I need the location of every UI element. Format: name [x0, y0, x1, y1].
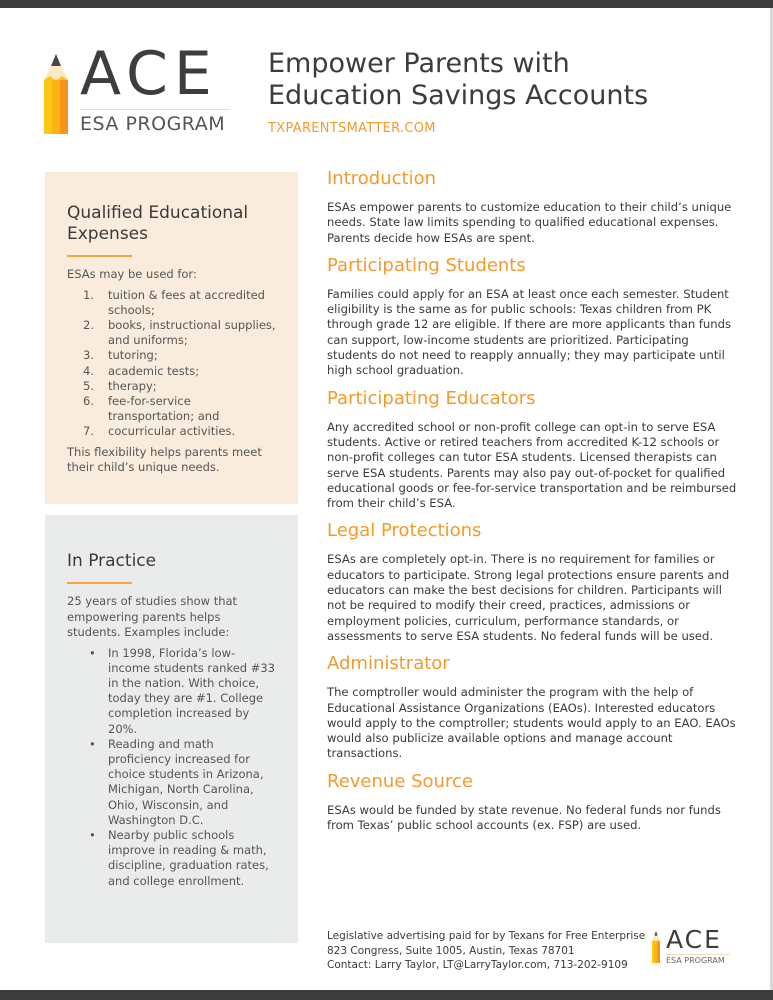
section-body: The comptroller would administer the program with the help of Educational Assistance Organizations (EAOs). Interested educators would apply to the comptroller; students would apply to an EAO. EAOs would also publicize available options and manage account transactions. [327, 685, 736, 761]
list-item: 1. tuition & fees at accredited schools; [83, 287, 265, 317]
section-revenue-source [327, 770, 737, 834]
footer-logo-subtitle: ESA PROGRAM [666, 956, 725, 965]
heading-underline [67, 582, 132, 584]
section-legal-protections [327, 519, 737, 644]
expenses-intro: ESAs may be used for: [67, 267, 197, 281]
footer-line-1: Legislative advertising paid for by Texans for Free Enterprise [327, 930, 646, 942]
footer-logo-divider [666, 954, 730, 955]
expenses-list [67, 288, 276, 440]
list-item: 4. academic tests; [83, 363, 200, 378]
section-introduction [327, 167, 737, 246]
ace-logo [44, 39, 234, 140]
in-practice-box [45, 515, 298, 943]
practice-heading: In Practice [67, 551, 157, 571]
pencil-icon [44, 54, 68, 134]
logo-divider [80, 109, 230, 110]
list-item: • Nearby public schools improve in reading & math, discipline, graduation rates, and college enrollment. [89, 827, 269, 888]
list-item: • In 1998, Florida’s low-income students ranked #33 in the nation. With choice, today they are #1. College completion increased by 20%. [89, 645, 275, 736]
top-bar [0, 0, 773, 8]
bullet-icon: • [89, 645, 96, 660]
section-heading: Participating Students [327, 254, 526, 276]
main-content [327, 167, 737, 841]
heading-underline [67, 255, 132, 257]
footer-ace-logo [652, 925, 742, 970]
list-item: • Reading and math proficiency increased for choice students in Arizona, Michigan, North Carolina, Ohio, Wisconsin, and Washington D.C. [89, 736, 264, 827]
expenses-closing: This flexibility helps parents meet their child’s unique needs. [67, 444, 262, 475]
logo-subtitle: ESA PROGRAM [80, 113, 226, 135]
list-item: 2. books, instructional supplies, and uniforms; [83, 317, 276, 348]
section-heading: Participating Educators [327, 387, 536, 409]
section-administrator [327, 652, 737, 761]
section-heading: Administrator [327, 653, 450, 675]
section-heading: Legal Protections [327, 520, 482, 542]
section-heading: Introduction [327, 168, 437, 189]
footer-disclaimer [327, 929, 645, 973]
practice-intro: 25 years of studies show that empowering parents helps students. Examples include: [67, 594, 238, 639]
title-line-1: Empower Parents with [268, 48, 570, 79]
qualified-expenses-box [45, 172, 298, 504]
list-item: 5. therapy; [83, 378, 157, 393]
pencil-icon [652, 931, 660, 963]
section-body: ESAs empower parents to customize education to their child’s unique needs. State law limits spending to qualified educational expenses. Parents decide how ESAs are spent. [327, 200, 732, 245]
bullet-icon: • [89, 827, 96, 842]
logo-wordmark: ACE [80, 39, 218, 109]
list-item: 3. tutoring; [83, 348, 158, 363]
footer-line-2: 823 Congress, Suite 1005, Austin, Texas 78701 [327, 944, 575, 957]
bottom-bar [0, 990, 773, 1000]
footer-logo-wordmark: ACE [666, 925, 722, 954]
section-body: ESAs are completely opt-in. There is no requirement for families or educators to participate. Strong legal protections ensure parents and educators can make the best decisions for children. Participants will not be required to modify their creed, practices, admissions or employment policies, curriculum, performance standards, or assessments to serve ESA students. No federal funds will be used. [327, 552, 730, 643]
section-participating-students [327, 254, 737, 379]
footer-line-3: Contact: Larry Taylor, LT@LarryTaylor.com, 713-202-9109 [327, 959, 628, 971]
list-item: 6. fee-for-service transportation; and [83, 393, 220, 424]
page-title [268, 48, 648, 112]
section-body: Families could apply for an ESA at least once each semester. Student eligibility is the same as for public schools: Texas children from PK through grade 12 are eligible. If there are more applicants than funds can support, low-income students are prioritized. Participating students do not need to reapply annually; they may participate until high school graduation. [327, 286, 732, 378]
section-heading: Revenue Source [327, 770, 473, 792]
section-participating-educators [327, 387, 737, 512]
practice-list [67, 646, 276, 889]
section-body: ESAs would be funded by state revenue. No federal funds nor funds from Texas’ public school accounts (ex. FSP) are used. [327, 802, 721, 833]
title-line-2: Education Savings Accounts [268, 80, 649, 111]
bullet-icon: • [89, 736, 96, 751]
list-item: 7. cocurricular activities. [83, 424, 236, 439]
section-body: Any accredited school or non-profit college can opt-in to serve ESA students. Active or retired teachers from accredited K-12 schools or non-profit colleges can tutor ESA students. Licensed therapists can serve ESA students. Parents may also pay out-of-pocket for qualified educational goods or fee-for-service transportation and be reimbursed from their child’s ESA. [327, 419, 737, 511]
expenses-heading: Qualified Educational Expenses [67, 203, 249, 244]
website-link[interactable]: TXPARENTSMATTER.COM [268, 121, 436, 136]
